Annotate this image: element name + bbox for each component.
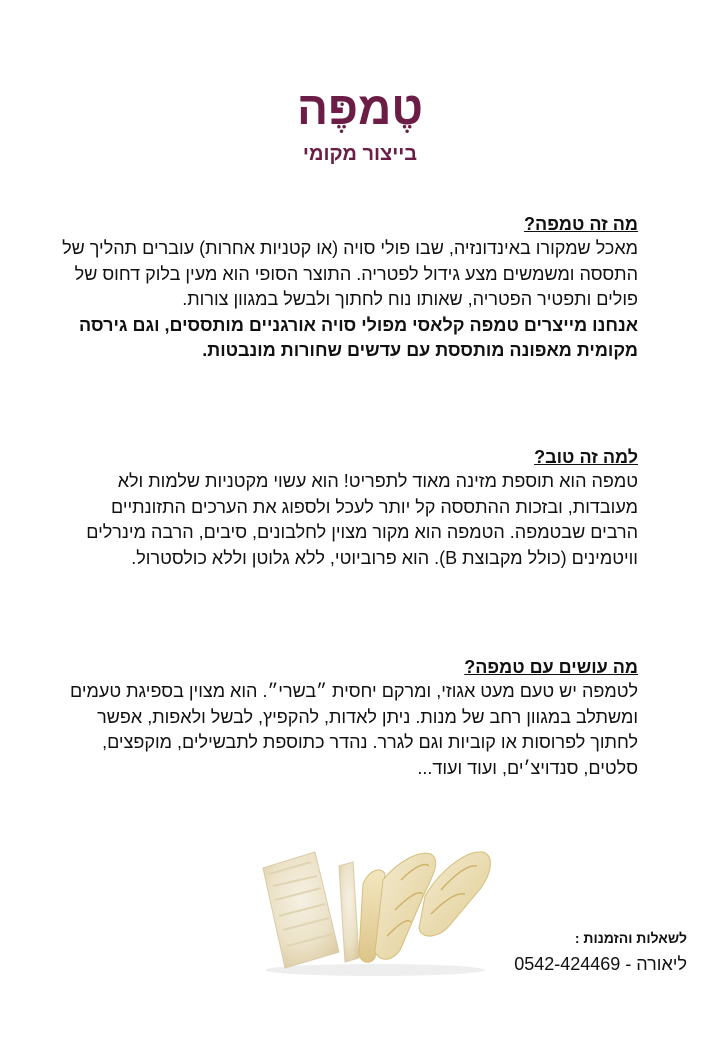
section-why-good [60,445,638,571]
section-what-is-tempeh [60,212,638,364]
page-title: טֶמפֶּה [296,82,424,134]
contact-phone: ליאורה - 0542-424469 [514,954,687,974]
contact-info [514,928,687,978]
section-paragraph: מאכל שמקורו באינדונזיה, שבו פולי סויה (או קטניות אחרות) עוברים תהליך של התססה ומשמשים מצע גידול לפטריה. התוצר הסופי הוא מעין בלוק דחוס של פולים ותפטיר הפטריה, שאותו נוח לחתוך ולבשל במגוון צורות. [62,238,638,309]
section-bold-paragraph: אנחנו מייצרים טמפה קלאסי מפולי סויה אורגניים מותססים, וגם גירסה מקומית מאפונה מותססת עם עדשים שחורות מונבטות. [79,314,638,360]
tempeh-slices-image [255,840,505,980]
page-subtitle: בייצור מקומי [302,143,418,165]
contact-label: לשאלות והזמנות : [574,930,687,946]
section-paragraph: לטמפה יש טעם מעט אגוזי, ומרקם יחסית ״בשרי״. הוא מצוין בספיגת טעמים ומשתלב במגוון רחב של מנות. ניתן לאדות, להקפיץ, לבשל ולאפות, אפשר לחתוך לפרוסות או קוביות וגם לגרר. נהדר כתוספת לתבשילים, מוקפצים, סלטים, סנדויצ׳ים, ועוד ועוד... [70,681,638,778]
section-heading: למה זה טוב? [534,447,638,467]
section-heading: מה זה טמפה? [524,214,638,234]
section-heading: מה עושים עם טמפה? [464,657,638,677]
section-how-to-use [60,655,638,781]
section-paragraph: טמפה הוא תוספת מזינה מאוד לתפריט! הוא עשוי מקטניות שלמות ולא מעובדות, ובזכות ההתססה קל יותר לעכל ולספוג את הערכים התזונתיים הרבים שבטמפה. הטמפה הוא מקור מצוין לחלבונים, סיבים, הרבה מינרלים וויטמינים (כולל מקבוצת B). הוא פרוביוטי, ללא גלוטן וללא כולסטרול. [86,471,638,568]
